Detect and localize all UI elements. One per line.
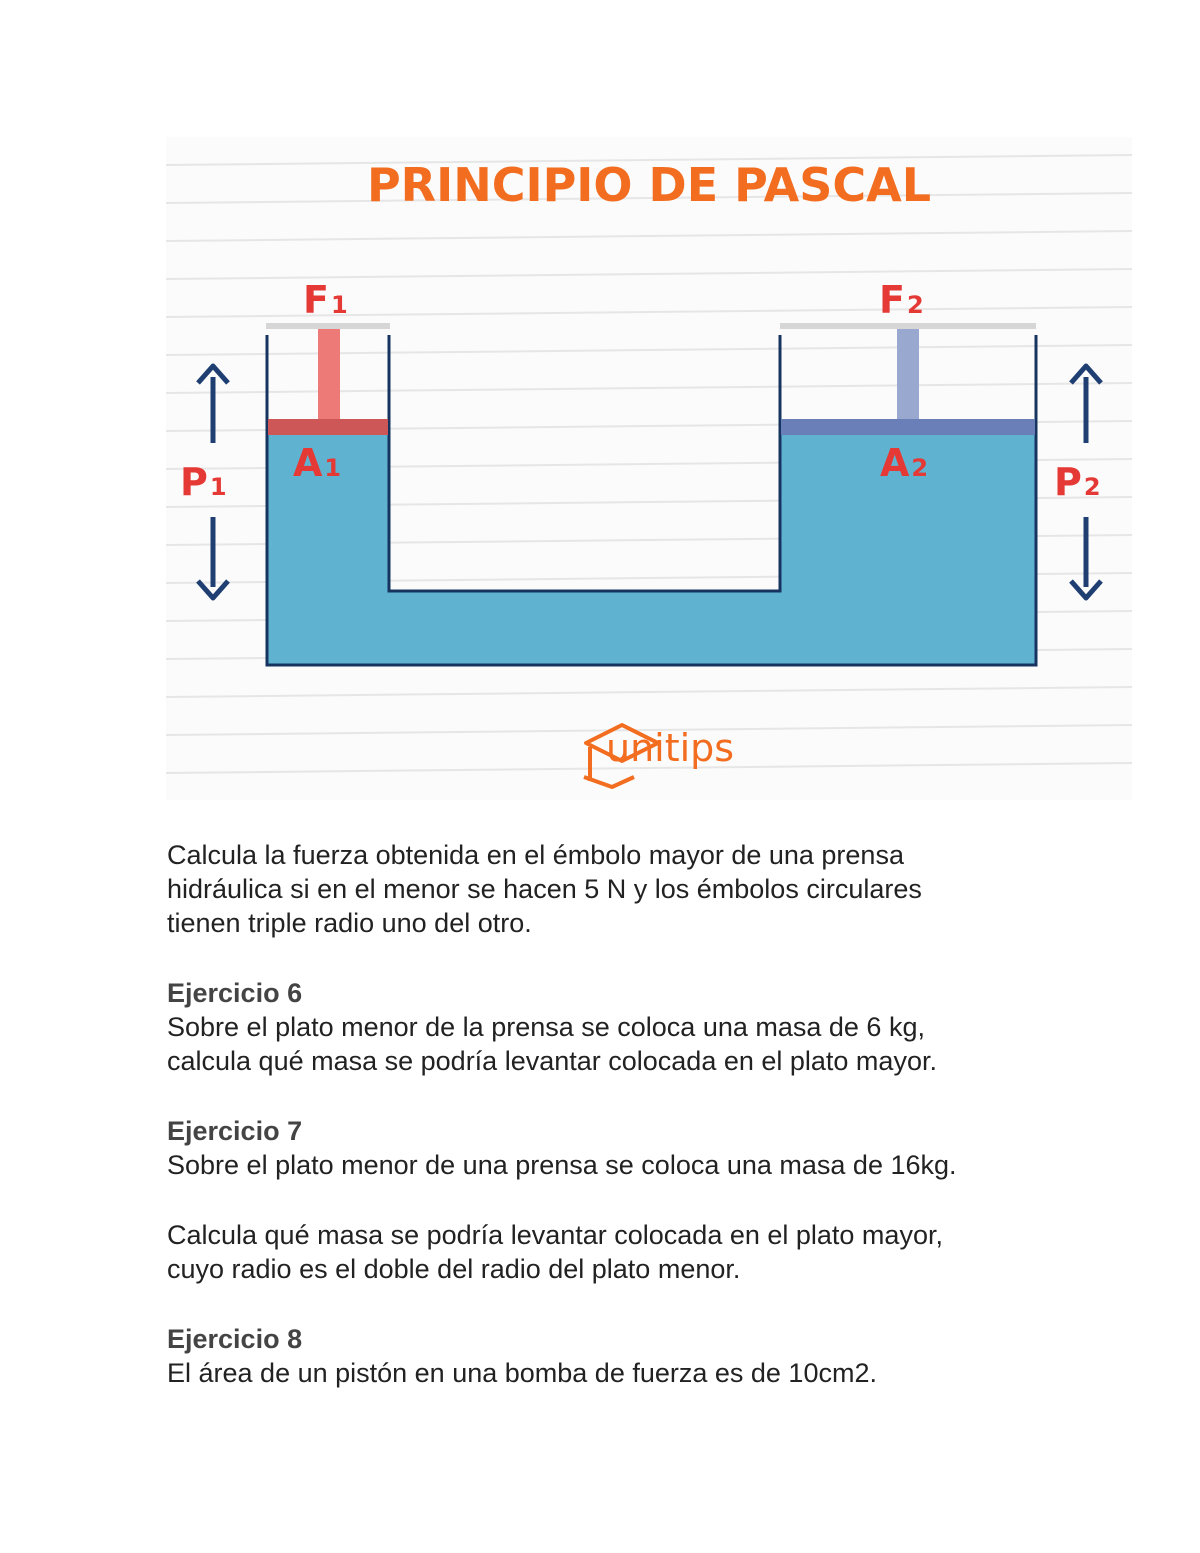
hydraulic-press-diagram	[166, 137, 1132, 800]
intro-line: tienen triple radio uno del otro.	[167, 908, 532, 938]
exercise-8	[167, 1322, 1067, 1390]
left-plate	[266, 323, 390, 329]
figure-title: PRINCIPIO DE PASCAL	[366, 158, 932, 212]
exercise-7-followup-line: Calcula qué masa se podría levantar colocada en el plato mayor,	[167, 1220, 943, 1250]
right-plate	[780, 323, 1036, 329]
exercise-6-title: Ejercicio 6	[167, 978, 303, 1008]
area-2-label: A2	[880, 441, 929, 485]
logo-text: unitips	[606, 726, 735, 770]
exercise-8-line: El área de un pistón en una bomba de fuerza es de 10cm2.	[167, 1358, 877, 1388]
exercise-7-followup	[167, 1218, 1067, 1286]
pascal-principle-figure	[166, 137, 1132, 800]
exercise-7-followup-line: cuyo radio es el doble del radio del plato menor.	[167, 1254, 741, 1284]
force-1-label: F1	[303, 278, 348, 322]
force-2-label: F2	[879, 278, 924, 322]
left-piston	[268, 419, 388, 435]
intro-line: Calcula la fuerza obtenida en el émbolo mayor de una prensa	[167, 840, 904, 870]
exercise-text	[167, 838, 1067, 1426]
right-piston	[781, 419, 1035, 435]
exercise-7-line: Sobre el plato menor de una prensa se coloca una masa de 16kg.	[167, 1150, 957, 1180]
exercise-6-line: calcula qué masa se podría levantar colocada en el plato mayor.	[167, 1046, 937, 1076]
intro-line: hidráulica si en el menor se hacen 5 N y los émbolos circulares	[167, 874, 922, 904]
exercise-7	[167, 1114, 1067, 1182]
pressure-2-label: P2	[1054, 460, 1101, 504]
right-piston-rod	[897, 329, 919, 421]
left-piston-rod	[318, 329, 340, 421]
exercise-6-line: Sobre el plato menor de la prensa se coloca una masa de 6 kg,	[167, 1012, 925, 1042]
exercise-8-title: Ejercicio 8	[167, 1324, 303, 1354]
exercise-6	[167, 976, 1067, 1078]
exercise-7-title: Ejercicio 7	[167, 1116, 303, 1146]
intro-paragraph	[167, 838, 1067, 940]
pressure-1-label: P1	[180, 460, 227, 504]
area-1-label: A1	[293, 441, 342, 485]
